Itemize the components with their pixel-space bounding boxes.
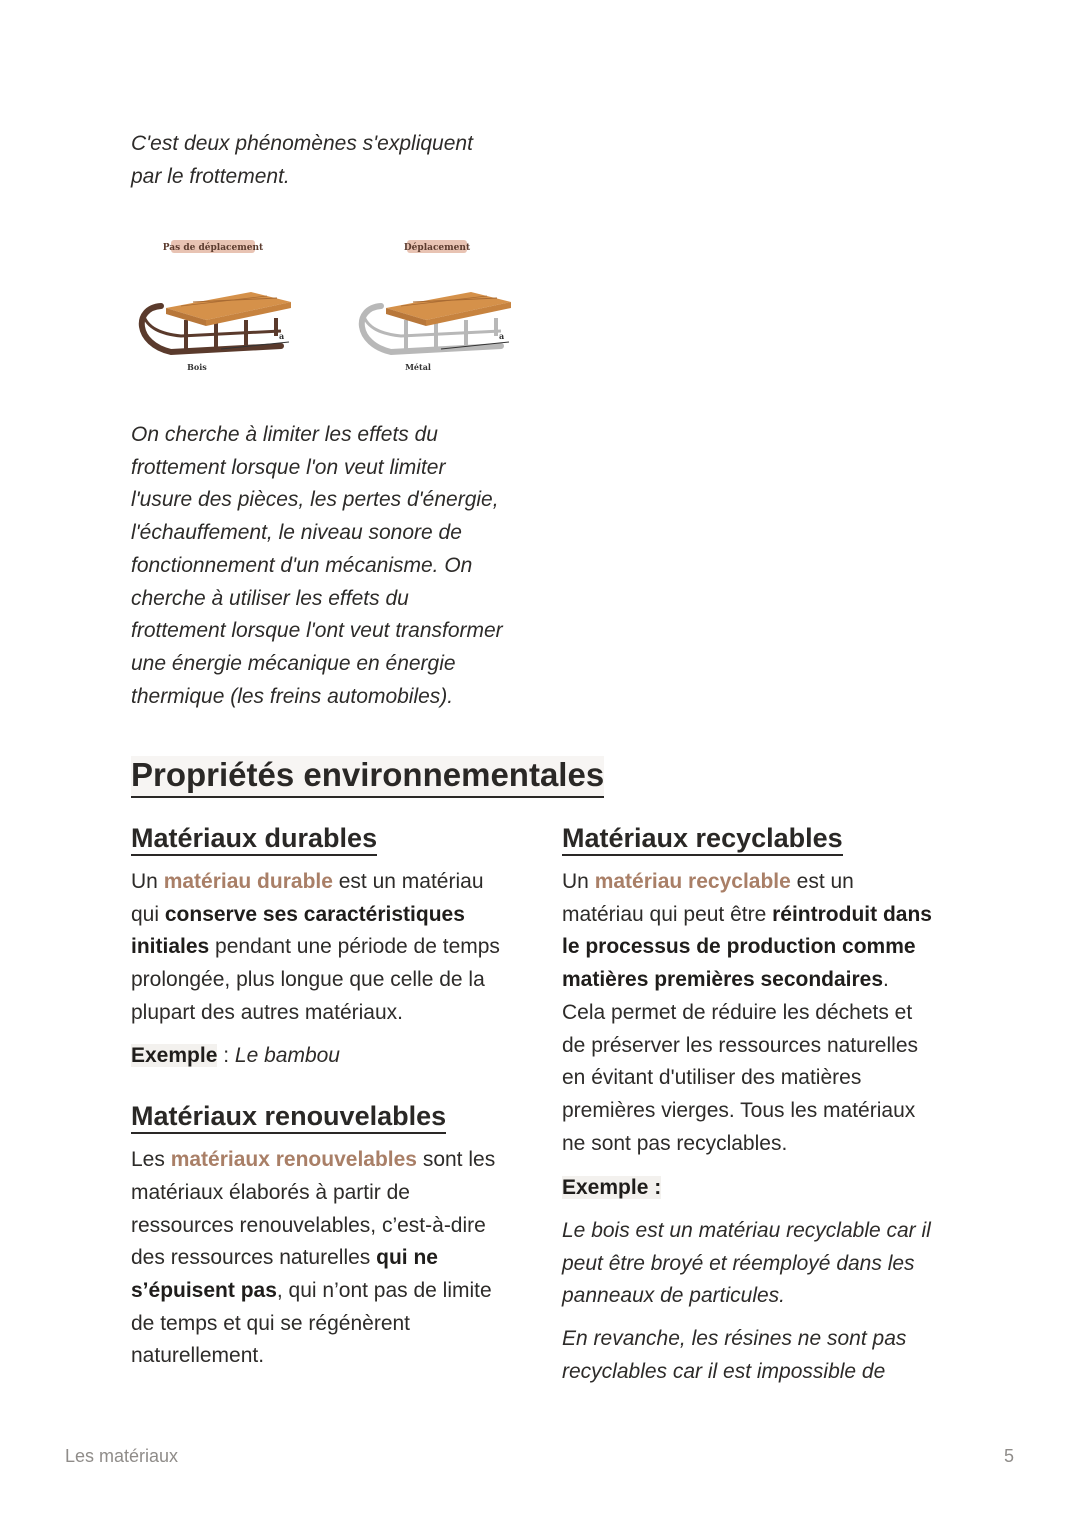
renouvelable-paragraph: Les matériaux renouvelables sont les matériaux élaborés à partir de ressources renouvelables, c’est-à-dire des ressources naturelles qui ne s’épuisent pas, qui n’ont pas de limite de temps et qui se régénèrent naturellement. (131, 1148, 496, 1368)
right-tag: Déplacement (403, 243, 471, 253)
svg-text:a: a (499, 331, 505, 341)
recyclable-paragraph: Un matériau recyclable est un matériau qui peut être réintroduit dans le processus de production comme matières premières secondaires. Cela permet de réduire les déchets et de préserver les ressources naturelles en évitant d'utiliser des matières premières vierges. Tous les matériaux ne sont pas recyclables. (562, 870, 932, 1155)
recyclable-example: Le bois est un matériau recyclable car il peut être broyé et réemployé dans les panneaux de particules. (562, 1219, 931, 1308)
durable-paragraph: Un matériau durable est un matériau qui conserve ses caractéristiques initiales pendant une période de temps prolongée, plus longue que celle de la plupart des autres matériaux. (131, 870, 500, 1024)
friction-line: une énergie mécanique en énergie (131, 651, 456, 675)
friction-line: fonctionnement d'un mécanisme. On (131, 553, 473, 577)
example-label: Exemple (131, 1043, 218, 1067)
recyclable-term: matériau recyclable (594, 870, 791, 893)
friction-line: l'usure des pièces, les pertes d'énergie, (131, 488, 499, 512)
section-title: Propriétés environnementales (131, 756, 604, 798)
right-column (562, 822, 962, 1389)
durable-title: Matériaux durables (131, 822, 377, 856)
friction-line: frottement lorsque l'ont veut transformer (131, 619, 503, 643)
friction-line: On cherche à limiter les effets du (131, 423, 438, 446)
wood-sled (142, 292, 291, 352)
friction-line: thermique (les freins automobiles). (131, 684, 454, 708)
metal-sled (362, 292, 511, 352)
renouvelable-term: matériaux renouvelables (170, 1148, 417, 1172)
intro-line: par le frottement. (131, 164, 290, 188)
durable-example: Exemple : Le bambou (131, 1043, 340, 1067)
left-tag: Pas de déplacement (162, 243, 264, 253)
intro-line: C'est deux phénomènes s'expliquent (131, 132, 473, 155)
friction-line: frottement lorsque l'on veut limiter (131, 455, 446, 479)
footer-title: Les matériaux (65, 1446, 179, 1466)
recyclable-example-label: Exemple : (562, 1176, 662, 1200)
left-label: Bois (187, 362, 207, 372)
svg-text:a: a (279, 331, 285, 341)
renouvelable-title: Matériaux renouvelables (131, 1100, 446, 1134)
sled-svg (131, 236, 531, 376)
example-value: Le bambou (234, 1043, 340, 1067)
friction-line: cherche à utiliser les effets du (131, 586, 409, 610)
intro-paragraph (131, 128, 531, 193)
friction-line: l'échauffement, le niveau sonore de (131, 521, 462, 545)
page-number: 5 (1004, 1446, 1015, 1466)
recyclable-counter-example: En revanche, les résines ne sont pas recyclables car il est impossible de (562, 1327, 907, 1383)
friction-paragraph (131, 419, 531, 713)
left-column (131, 822, 531, 1373)
durable-term: matériau durable (163, 870, 333, 893)
sled-illustration (131, 236, 531, 376)
recyclable-title: Matériaux recyclables (562, 822, 843, 856)
right-label: Métal (405, 362, 431, 372)
